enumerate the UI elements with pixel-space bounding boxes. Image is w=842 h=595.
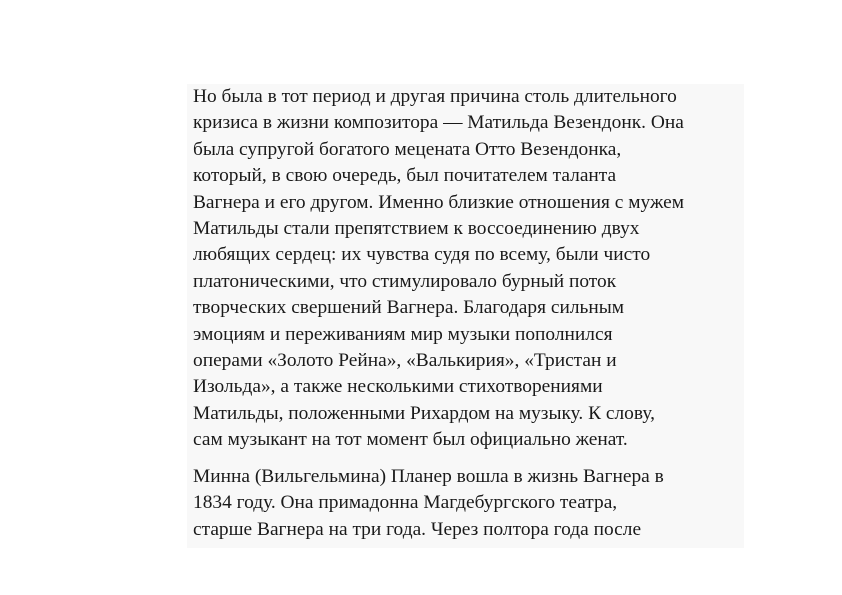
text-line: Матильды стали препятствием к воссоединению двух — [193, 218, 640, 240]
text-line: который, в свою очередь, был почитателем таланта — [193, 165, 617, 187]
text-line: 1834 году. Она примадонна Магдебургского театра, — [193, 492, 618, 514]
text-line: творческих свершений Вагнера. Благодаря сильным — [193, 297, 625, 319]
paragraph-2 — [187, 464, 744, 543]
text-line: эмоциям и переживаниям мир музыки пополнился — [193, 323, 613, 345]
paragraph-1 — [187, 84, 744, 454]
text-line: старше Вагнера на три года. Через полтора года после — [193, 518, 642, 540]
text-line: сам музыкант на тот момент был официально женат. — [193, 429, 628, 451]
text-line: Но была в тот период и другая причина столь длительного — [193, 86, 677, 107]
text-line: Вагнера и его другом. Именно близкие отношения с мужем — [193, 191, 684, 213]
text-line: Минна (Вильгельмина) Планер вошла в жизнь Вагнера в — [193, 465, 664, 487]
text-line: была супругой богатого мецената Отто Везендонка, — [193, 138, 622, 160]
text-line: операми «Золото Рейна», «Валькирия», «Тристан и — [193, 350, 617, 372]
text-line: платоническими, что стимулировало бурный поток — [193, 270, 617, 292]
text-line: Матильды, положенными Рихардом на музыку. К слову, — [193, 402, 655, 424]
text-block — [187, 84, 744, 548]
text-line: кризиса в жизни композитора — Матильда Везендонк. Она — [193, 112, 684, 134]
text-line: Изольда», а также несколькими стихотворениями — [193, 376, 603, 398]
text-line: любящих сердец: их чувства судя по всему, были чисто — [193, 244, 651, 266]
